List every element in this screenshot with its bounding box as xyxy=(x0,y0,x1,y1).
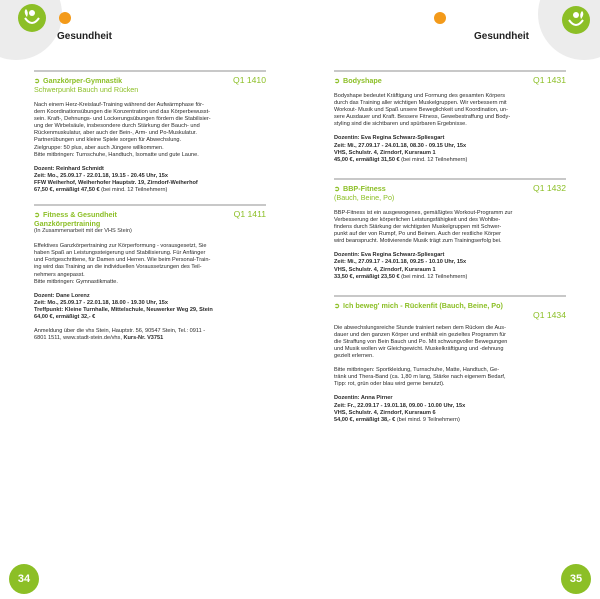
description-line: Die abwechslungsreiche Stunde trainiert neben dem Rücken die Aus- xyxy=(334,324,506,331)
course-header xyxy=(34,210,266,219)
description-line: Rückenmuskulatur, aber auch der Bein-, Arm- und Po-Muskulatur. xyxy=(34,130,197,137)
course-place: Treffpunkt: Kleine Turnhalle, Mittelschule, Neuwerker Weg 29, Stein xyxy=(34,306,213,313)
registration-line: Anmeldung über die vhs Stein, Hauptstr. 56, 90547 Stein, Tel.: 0911 - xyxy=(34,328,206,335)
page-number-right: 35 xyxy=(561,564,591,594)
course-code: Kurs-Nr. V3751 xyxy=(123,335,164,342)
description-line: Bodyshape bedeutet Kräftigung und Formung des gesamten Körpers xyxy=(334,93,506,99)
circled-arrow-icon: ➲ xyxy=(34,76,41,85)
description-line: ing wird das Training an die individuellen Voraussetzungen des Teil- xyxy=(34,264,202,271)
course-place: VHS, Schulstr. 4, Zirndorf, Kursraum 1 xyxy=(334,149,436,156)
price: 33,50 €, ermäßigt 23,50 € xyxy=(334,273,400,280)
description-line: haben Spaß an Leistungssteigerung und Stabilisierung. Für Anfänger xyxy=(34,250,206,257)
course-q1-1431 xyxy=(334,70,566,164)
course-title: Ich beweg' mich - Rückenfit (Bauch, Beine, Po) xyxy=(343,300,503,310)
course-subtitle: (Bauch, Beine, Po) xyxy=(334,192,395,202)
price: 45,00 €, ermäßigt 31,50 € xyxy=(334,156,400,163)
course-price xyxy=(34,187,266,194)
course-place: FFW Weiherhof, Weiherhofer Hauptstr. 19, Zirndorf-Weiherhof xyxy=(34,179,198,186)
registration-info xyxy=(34,328,266,342)
course-description xyxy=(334,210,566,245)
price-note: (bei mind. 9 Teilnehmern) xyxy=(395,416,460,423)
course-q1-1411 xyxy=(34,204,266,342)
leaf-person-icon xyxy=(18,4,46,32)
description-line: die Straffung von Bein Bauch und Po. Mit schwungvoller Bewegungen xyxy=(334,338,508,345)
course-price: 64,00 €, ermäßigt 32,- € xyxy=(34,313,96,320)
description-line: tränk und Thera-Band (ca. 1,80 m lang, Stärke nach eigenem Bedarf, xyxy=(334,374,506,381)
course-description xyxy=(34,243,266,286)
lecturer: Dozentin: Eva Regina Schwarz-Spliesgart xyxy=(334,135,445,142)
price-note: (bei mind. 12 Teilnehmern) xyxy=(99,187,168,194)
description-line: gezielt erlernen. xyxy=(334,353,374,360)
course-place: VHS, Schulstr. 4, Zirndorf, Kursraum 6 xyxy=(334,409,436,416)
circled-arrow-icon: ➲ xyxy=(34,210,41,220)
description-line: Bitte mitbringen: Gymnastikmatte. xyxy=(34,278,118,285)
description-line: ung der Wirbelsäule, insbesondere durch Stärkung der Bauch- und xyxy=(34,123,200,130)
registration-line: 6801 1511, www.stadt-stein.de/vhs, Kurs-Nr. V3751 xyxy=(34,335,164,342)
course-header xyxy=(34,76,266,85)
circled-arrow-icon: ➲ xyxy=(334,300,341,310)
course-title: Fitness & Gesundheit xyxy=(43,210,117,220)
section-title-left: Gesundheit xyxy=(57,31,113,42)
price: 54,00 €, ermäßigt 38,- € xyxy=(334,416,396,423)
description-line: sein. Kraft-, Dehnungs- und Lockerungsübungen fördern die Stabilisier- xyxy=(34,116,211,123)
orange-dot xyxy=(434,12,446,24)
course-price xyxy=(334,157,566,164)
description-line: durch das Training aller wichtigen Muskelgruppen. Wir verbessern mit xyxy=(334,100,507,107)
lecturer: Dozent: Reinhard Schmidt xyxy=(34,165,104,172)
course-q1-1434 xyxy=(334,295,566,424)
description-line: Effektives Ganzkörpertraining zur Körperformung - vorausgesetzt, Sie xyxy=(34,243,207,250)
course-number: Q1 1432 xyxy=(533,182,566,193)
course-subtitle: Schwerpunkt Bauch und Rücken xyxy=(34,85,139,94)
course-header xyxy=(334,76,566,85)
description-line: styling sind die sichtbaren und spürbaren Ergebnisse. xyxy=(334,121,467,128)
circled-arrow-icon: ➲ xyxy=(334,183,341,193)
course-price xyxy=(334,274,566,281)
course-time: Zeit: Mo., 25.09.17 - 22.01.18, 18.00 - 19.30 Uhr, 15x xyxy=(34,299,169,306)
course-details xyxy=(334,135,566,163)
description-line: Bitte mitbringen: Sportkleidung, Turnschuhe, Matte, Handtuch, Ge- xyxy=(334,367,500,374)
description-line: Nach einem Herz-Kreislauf-Training während der Aufwärmphase för- xyxy=(34,102,204,108)
lecturer: Dozentin: Anna Pirner xyxy=(334,395,393,402)
course-time: Zeit: Mi., 27.09.17 - 24.01.18, 09.25 - 10.10 Uhr, 15x xyxy=(334,259,467,266)
circled-arrow-icon: ➲ xyxy=(334,76,341,85)
description-line: punkt auf der von Rumpf, Po und Beinen. Auch der restliche Körper xyxy=(334,231,501,238)
course-subtitle: (In Zusammenarbeit mit der VHS Stein) xyxy=(34,228,132,235)
course-description xyxy=(334,325,566,360)
description-line: Workout- Musik und Spaß unsere Beweglichkeit und Koordination, un- xyxy=(334,107,509,114)
description-line: dauer und den ganzen Körper und enthält ein gezieltes Programm für xyxy=(334,331,506,338)
description-line: wird beansprucht. Motivierende Musik trägt zum Trainingserfolg bei. xyxy=(334,238,502,245)
lecturer: Dozent: Dane Lorenz xyxy=(34,292,90,299)
bring-along-info xyxy=(334,367,566,388)
course-number: Q1 1434 xyxy=(533,309,566,320)
course-title: Bodyshape xyxy=(343,76,382,85)
page-number-left: 34 xyxy=(9,564,39,594)
course-title: Ganzkörper-Gymnastik xyxy=(43,76,123,85)
description-line: nehmers angepasst. xyxy=(34,271,85,278)
course-details xyxy=(334,252,566,280)
description-line: und Musik wollen wir Gleichgewicht. Muskelkräftigung und -dehnung xyxy=(334,345,504,352)
course-time: Zeit: Mi., 27.09.17 - 24.01.18, 08.30 - 09.15 Uhr, 15x xyxy=(334,142,467,149)
course-q1-1410 xyxy=(34,70,266,194)
price: 67,50 €, ermäßigt 47,50 € xyxy=(34,187,100,194)
left-column xyxy=(34,70,266,342)
course-number: Q1 1411 xyxy=(233,209,266,220)
section-title-right: Gesundheit xyxy=(474,31,530,42)
course-description xyxy=(34,102,266,159)
description-line: sere Ausdauer und Kraft. Bessere Fitness, Gewebestraffung und Body- xyxy=(334,114,511,121)
course-place: VHS, Schulstr. 4, Zirndorf, Kursraum 1 xyxy=(334,266,436,273)
leaf-person-icon xyxy=(562,6,590,34)
price-note: (bei mind. 12 Teilnehmern) xyxy=(399,273,468,280)
description-line: Tipp: rot, grün oder blau wird gerne benutzt). xyxy=(334,381,445,388)
course-details xyxy=(334,395,566,423)
course-number: Q1 1431 xyxy=(533,75,566,85)
description-line: Verbesserung der körperlichen Leistungsfähigkeit und des Wohlbe- xyxy=(334,216,501,223)
course-header xyxy=(334,301,566,310)
course-description xyxy=(334,93,566,128)
description-line: findens durch Stärkung der wichtigsten Muskelgruppen mit Schwer- xyxy=(334,224,502,231)
course-title: BBP-Fitness xyxy=(343,183,386,193)
course-number: Q1 1410 xyxy=(233,75,266,85)
course-time: Zeit: Fr., 22.09.17 - 19.01.18, 09.00 - 10.00 Uhr, 15x xyxy=(334,402,466,409)
course-time: Zeit: Mo., 25.09.17 - 22.01.18, 19.15 - 20.45 Uhr, 15x xyxy=(34,172,169,179)
course-details xyxy=(34,293,266,321)
price-note: (bei mind. 12 Teilnehmern) xyxy=(399,156,468,163)
course-details xyxy=(34,166,266,194)
description-line: und Fortgeschrittene, für Damen und Herren. Wie beim Personal-Train- xyxy=(34,257,211,264)
description-line: Bitte mitbringen: Turnschuhe, Handtuch, Isomatte und gute Laune. xyxy=(34,151,199,158)
course-q1-1432 xyxy=(334,178,566,281)
right-column xyxy=(334,70,566,424)
orange-dot xyxy=(59,12,71,24)
lecturer: Dozentin: Eva Regina Schwarz-Spliesgart xyxy=(334,252,445,259)
description-line: BBP-Fitness ist ein ausgewogenes, gemäßigtes Workout-Programm zur xyxy=(334,209,513,216)
course-price xyxy=(334,417,566,424)
description-line: Partnerübungen und kleine Spiele sorgen für Abwechslung. xyxy=(34,137,182,144)
description-line: dern Koordinationsübungen die Konzentration und das Körperbewusst- xyxy=(34,109,211,116)
course-title-line2: Ganzkörpertraining xyxy=(34,219,101,229)
description-line: Zielgruppe: 50 plus, aber auch Jüngere willkommen. xyxy=(34,144,164,151)
course-header xyxy=(334,184,566,193)
